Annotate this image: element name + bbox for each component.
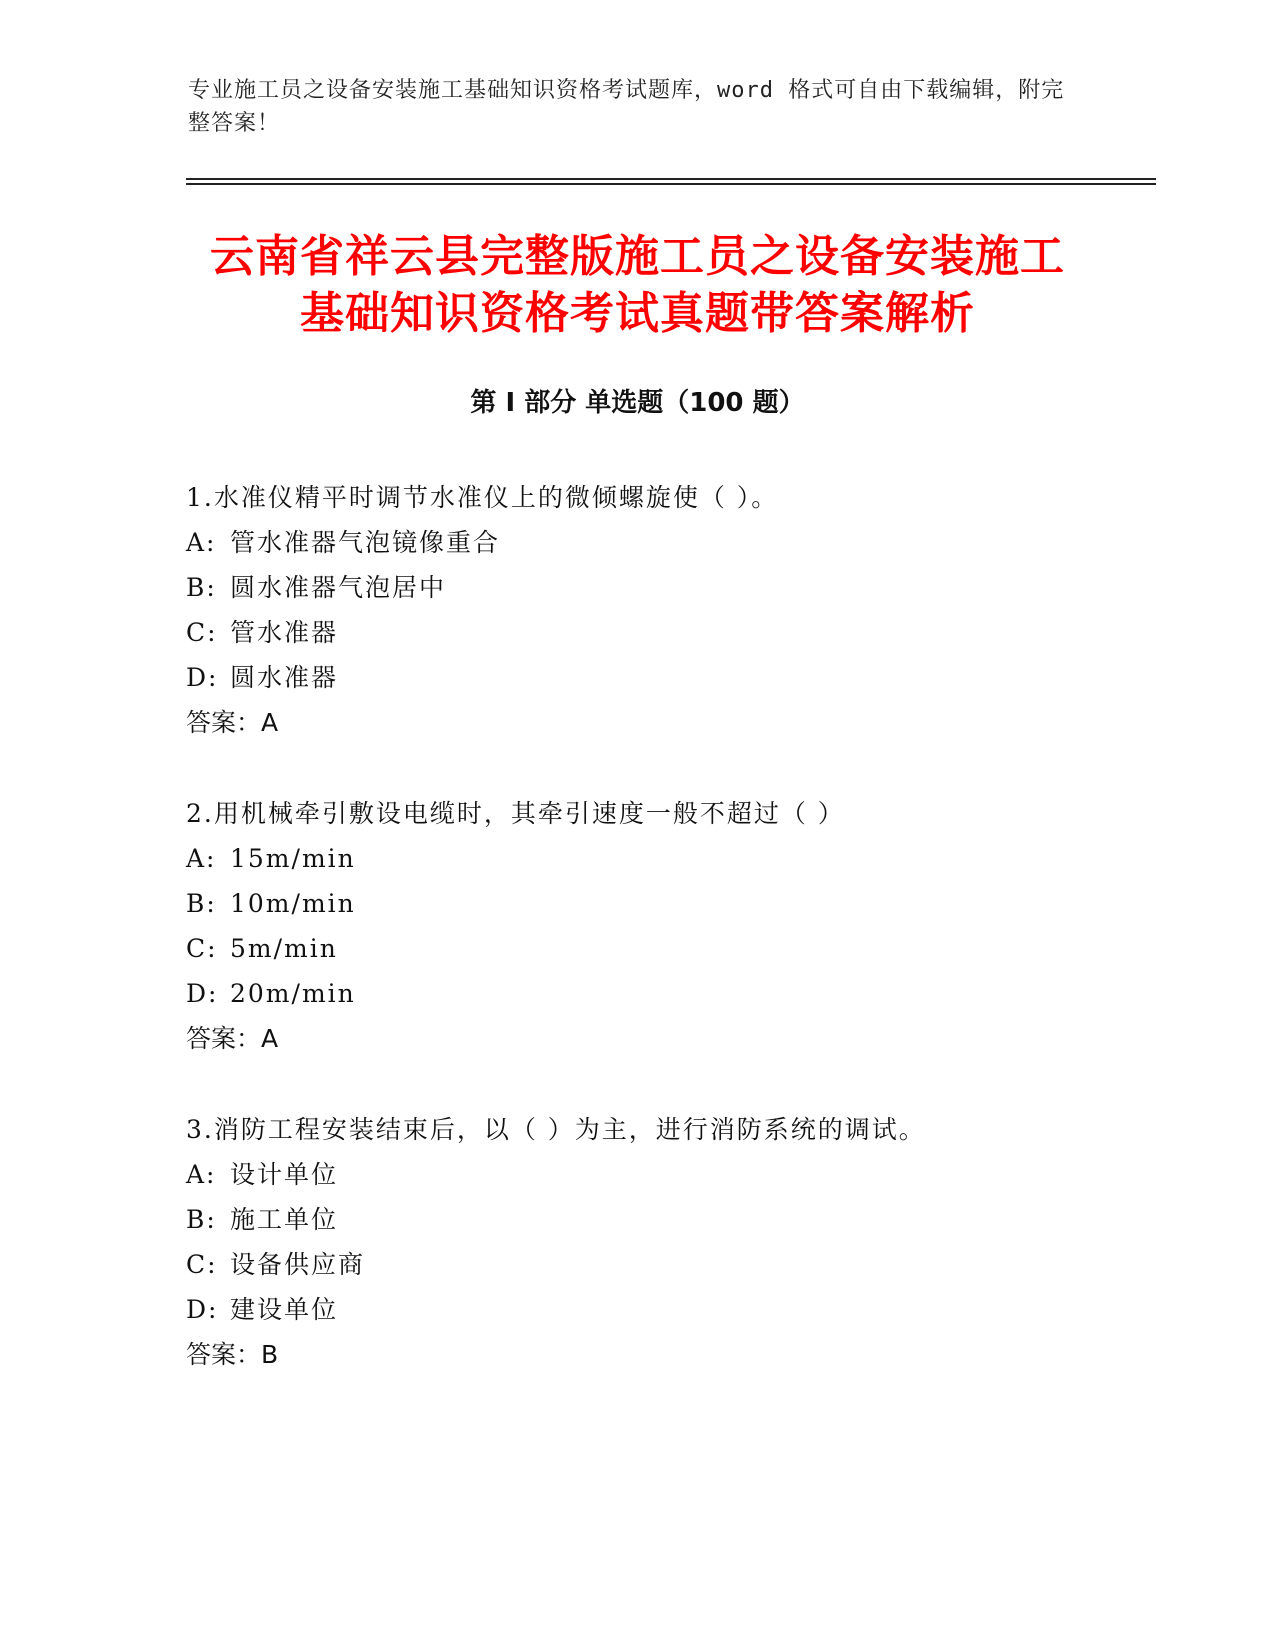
- option-letter: B:: [186, 889, 217, 918]
- option-letter: C:: [186, 618, 218, 647]
- answer-value: A: [261, 1024, 279, 1053]
- question-list: [186, 475, 1146, 1423]
- answer-label: 答案：: [186, 1024, 262, 1053]
- question-stem: 2.用机械牵引敷设电缆时，其牵引速度一般不超过（ ）: [186, 799, 845, 828]
- option-text: 建设单位: [230, 1295, 339, 1324]
- answer-label: 答案：: [186, 1340, 262, 1369]
- answer-line: [186, 1332, 1146, 1377]
- option-text: 施工单位: [230, 1205, 339, 1234]
- answer-value: A: [261, 708, 279, 737]
- question-stem: 3.消防工程安装结束后，以（ ）为主，进行消防系统的调试。: [186, 1115, 926, 1144]
- option-a: [186, 520, 1146, 565]
- question-1: [186, 475, 1146, 745]
- answer-line: [186, 700, 1146, 745]
- option-text: 圆水准器: [230, 663, 339, 692]
- option-text: 20m/min: [230, 979, 356, 1008]
- option-a: [186, 1152, 1146, 1197]
- option-a: [186, 836, 1146, 881]
- answer-line: [186, 1016, 1146, 1061]
- option-letter: A:: [186, 1160, 217, 1189]
- option-text: 10m/min: [230, 889, 356, 918]
- option-text: 设计单位: [230, 1160, 339, 1189]
- option-c: [186, 1242, 1146, 1287]
- option-b: [186, 881, 1146, 926]
- option-text: 管水准器气泡镜像重合: [230, 528, 501, 557]
- option-d: [186, 971, 1146, 1016]
- document-title: [130, 228, 1145, 342]
- section-heading: 第 I 部分 单选题（100 题）: [470, 388, 805, 418]
- option-c: [186, 610, 1146, 655]
- option-b: [186, 565, 1146, 610]
- option-b: [186, 1197, 1146, 1242]
- option-letter: B:: [186, 573, 217, 602]
- question-stem: 1.水准仪精平时调节水准仪上的微倾螺旋使（ ）。: [186, 483, 779, 512]
- option-d: [186, 655, 1146, 700]
- question-3: [186, 1107, 1146, 1377]
- answer-value: B: [261, 1340, 279, 1369]
- option-letter: A:: [186, 844, 217, 873]
- option-c: [186, 926, 1146, 971]
- option-text: 设备供应商: [230, 1250, 366, 1279]
- option-letter: C:: [186, 934, 218, 963]
- option-letter: B:: [186, 1205, 217, 1234]
- option-d: [186, 1287, 1146, 1332]
- option-letter: D:: [186, 979, 219, 1008]
- question-2: [186, 791, 1146, 1061]
- option-letter: D:: [186, 663, 219, 692]
- answer-label: 答案：: [186, 708, 262, 737]
- document-title-line-2: 基础知识资格考试真题带答案解析: [300, 288, 975, 339]
- option-letter: C:: [186, 1250, 218, 1279]
- header-divider-top: [186, 178, 1156, 180]
- option-text: 15m/min: [230, 844, 356, 873]
- header-note: 专业施工员之设备安装施工基础知识资格考试题库，word 格式可自由下载编辑，附完整答案！: [188, 78, 1065, 136]
- option-letter: D:: [186, 1295, 219, 1324]
- option-letter: A:: [186, 528, 217, 557]
- option-text: 管水准器: [230, 618, 339, 647]
- option-text: 圆水准器气泡居中: [230, 573, 447, 602]
- header-divider-bottom: [186, 183, 1156, 185]
- document-title-line-1: 云南省祥云县完整版施工员之设备安装施工: [210, 231, 1065, 282]
- option-text: 5m/min: [230, 934, 338, 963]
